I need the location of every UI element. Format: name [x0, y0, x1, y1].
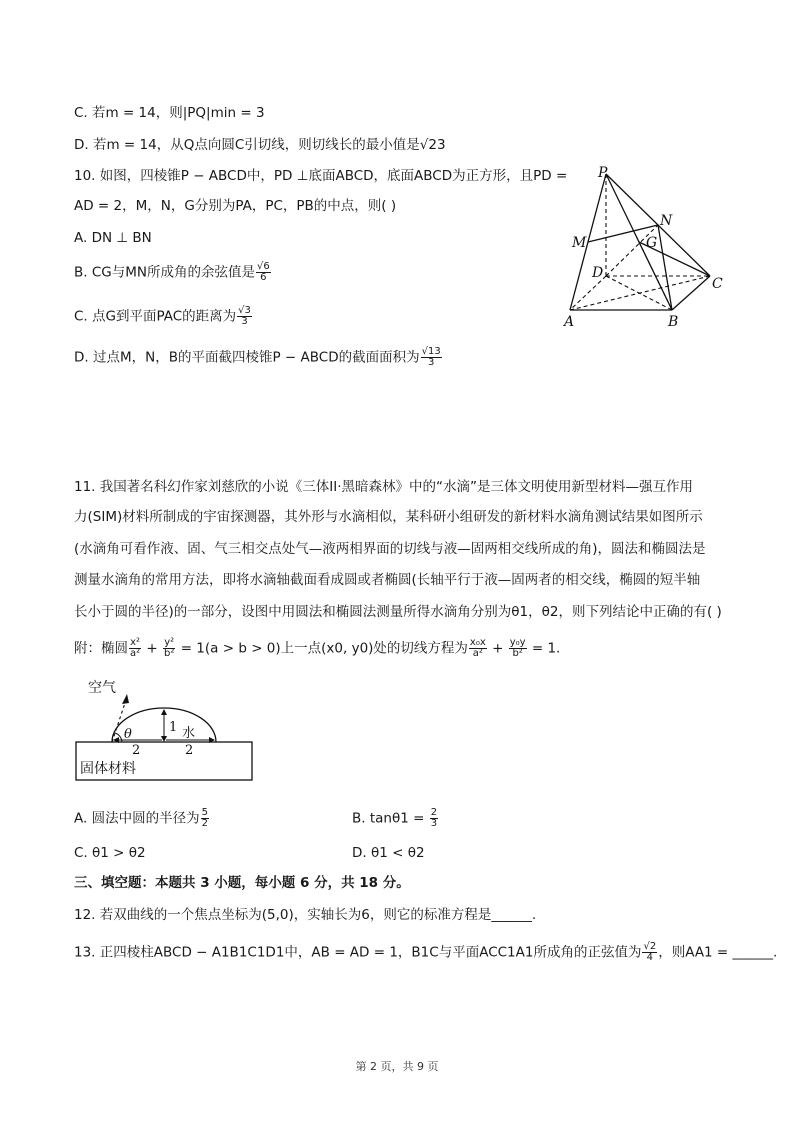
q10-option-a: A. DN ⊥ BN — [74, 230, 152, 246]
label-air: 空气 — [88, 680, 116, 696]
edge-bc — [672, 276, 710, 310]
q10-option-c-fraction — [237, 306, 252, 327]
q10-stem-line2: AD = 2，M，N，G分别为PA，PC，PB的中点，则( ) — [74, 198, 397, 214]
label-theta: θ — [124, 727, 132, 742]
fraction-numerator: √3 — [238, 305, 251, 316]
tangent-arrow-head — [122, 694, 129, 704]
q11-note: 附：椭圆 $\frac{\text{x²}}{\text{a²}}$ + $\frac{\text{y²}}{\text{b²}}$ = 1(a > b > 0)上一点(x0, y0)处的切线方程为 $\frac{\text{x₀x}}{\text{a²}}$ + $\frac{\text{y₀y}}{\text{b²}}$ = 1. — [74, 637, 561, 659]
q10-option-b-text: B. CG与MN所成角的余弦值是 — [74, 264, 255, 281]
q13-stem — [74, 942, 777, 963]
segment-ac — [570, 276, 710, 310]
fraction-numerator: x₀x — [469, 637, 486, 648]
fraction-numerator: 5 — [201, 807, 208, 818]
vertex-label-c: C — [712, 276, 723, 292]
q10-option-b — [74, 262, 272, 283]
q11-stem-line2: 力(SIM)材料所制成的宇宙探测器，其外形与水滴相似，某科研小组研发的新材料水滴角测试结果如图所示 — [74, 509, 703, 525]
fraction-denominator: 3 — [241, 316, 248, 327]
q10-option-c — [74, 306, 253, 327]
fraction-numerator: 2 — [430, 807, 438, 818]
fraction-denominator: 6 — [260, 272, 267, 283]
q13-stem-suffix: ，则AA1 = ______. — [658, 944, 778, 961]
fraction-numerator: x² — [130, 637, 141, 648]
q11-option-b — [352, 808, 439, 829]
page-footer: 第 2 页，共 9 页 — [355, 1060, 439, 1073]
q10-option-d-fraction — [421, 347, 442, 368]
fraction-numerator: √6 — [256, 261, 270, 272]
q10-option-d-text: D. 过点M，N，B的平面截四棱锥P − ABCD的截面面积为 — [74, 349, 420, 366]
q11-note-middle: = 1(a > b > 0)上一点(x0, y0)处的切线方程为 — [180, 640, 468, 657]
height-arrow-bottom — [161, 736, 167, 742]
q11-option-a-text: A. 圆法中圆的半径为 — [74, 810, 200, 827]
q11-option-b-text: B. tanθ1 = — [352, 810, 425, 827]
vertex-label-m: M — [572, 235, 587, 251]
q11-option-c: C. θ1 > θ2 — [74, 845, 146, 861]
label-water: 水 — [182, 726, 196, 741]
q11-stem-line3: (水滴角可看作液、固、气三相交点处气—液两相界面的切线与液—固两相交线所成的角)，圆法和椭圆法是 — [74, 541, 706, 557]
droplet-figure — [70, 672, 260, 784]
q10-option-c-text: C. 点G到平面PAC的距离为 — [74, 308, 237, 325]
vertex-label-g: G — [646, 235, 658, 251]
q11-option-d: D. θ1 < θ2 — [352, 845, 425, 861]
q11-note-prefix: 附：椭圆 — [74, 640, 128, 657]
pyramid-figure — [560, 160, 740, 335]
ellipse-frac-x — [129, 638, 141, 659]
ellipse-frac-y — [163, 638, 175, 659]
label-right-2: 2 — [185, 743, 194, 758]
edge-da — [570, 276, 606, 310]
fraction-denominator: 3 — [430, 818, 438, 829]
fraction-denominator: b² — [164, 648, 175, 659]
fraction-denominator: b² — [512, 648, 523, 659]
q10-option-d — [74, 347, 443, 368]
segment-nb — [658, 225, 672, 310]
q9-option-c: C. 若m = 14，则|PQ|min = 3 — [74, 105, 265, 121]
label-left-2: 2 — [132, 743, 141, 758]
q10-option-b-fraction — [256, 262, 271, 283]
q11-option-a — [74, 808, 210, 829]
fraction-denominator: 4 — [646, 952, 654, 963]
vertex-label-n: N — [660, 213, 673, 229]
q12-stem: 12. 若双曲线的一个焦点坐标为(5,0)，实轴长为6，则它的标准方程是______. — [74, 907, 537, 923]
q9-option-d: D. 若m = 14，从Q点向圆C引切线，则切线长的最小值是√23 — [74, 137, 446, 153]
height-arrow-top — [161, 709, 167, 715]
vertex-label-d: D — [592, 265, 604, 281]
tangent-frac-x — [469, 638, 487, 659]
label-solid-material: 固体材料 — [80, 761, 136, 777]
q10-stem-line1: 10. 如图，四棱锥P − ABCD中，PD ⊥底面ABCD，底面ABCD为正方形，且PD = — [74, 168, 568, 184]
q11-stem-line4: 测量水滴角的常用方法，即将水滴轴截面看成圆或者椭圆(长轴平行于液—固两者的相交线，椭圆的短半轴 — [74, 572, 701, 588]
q13-fraction — [642, 942, 657, 963]
fraction-denominator: 3 — [427, 357, 435, 368]
tangent-frac-y — [509, 638, 527, 659]
vertex-label-b: B — [668, 314, 679, 330]
fraction-numerator: y² — [164, 637, 175, 648]
q11-option-b-fraction — [430, 808, 438, 829]
fraction-denominator: a² — [130, 648, 141, 659]
label-height-1: 1 — [169, 720, 178, 735]
fraction-numerator: √2 — [643, 941, 657, 952]
q11-option-a-fraction — [201, 808, 209, 829]
q11-stem-line5: 长小于圆的半径)的一部分，设图中用圆法和椭圆法测量所得水滴角分别为θ1，θ2，则下列结论中正确的有( ) — [74, 604, 722, 620]
q13-stem-prefix: 13. 正四棱柱ABCD − A1B1C1D1中，AB = AD = 1，B1C与平面ACC1A1所成角的正弦值为 — [74, 944, 642, 961]
vertex-label-p: P — [598, 165, 608, 181]
fraction-denominator: a² — [472, 648, 483, 659]
q11-stem-line1: 11. 我国著名科幻作家刘慈欣的小说《三体II·黑暗森林》中的“水滴”是三体文明使用新型材料—强互作用 — [74, 479, 694, 495]
section-3-heading: 三、填空题：本题共 3 小题，每小题 6 分，共 18 分。 — [74, 875, 410, 891]
fraction-denominator: 2 — [201, 818, 208, 829]
fraction-numerator: √13 — [421, 346, 441, 357]
fraction-numerator: y₀y — [509, 637, 526, 648]
q11-note-end: = 1. — [531, 640, 561, 657]
vertex-label-a: A — [564, 314, 575, 330]
